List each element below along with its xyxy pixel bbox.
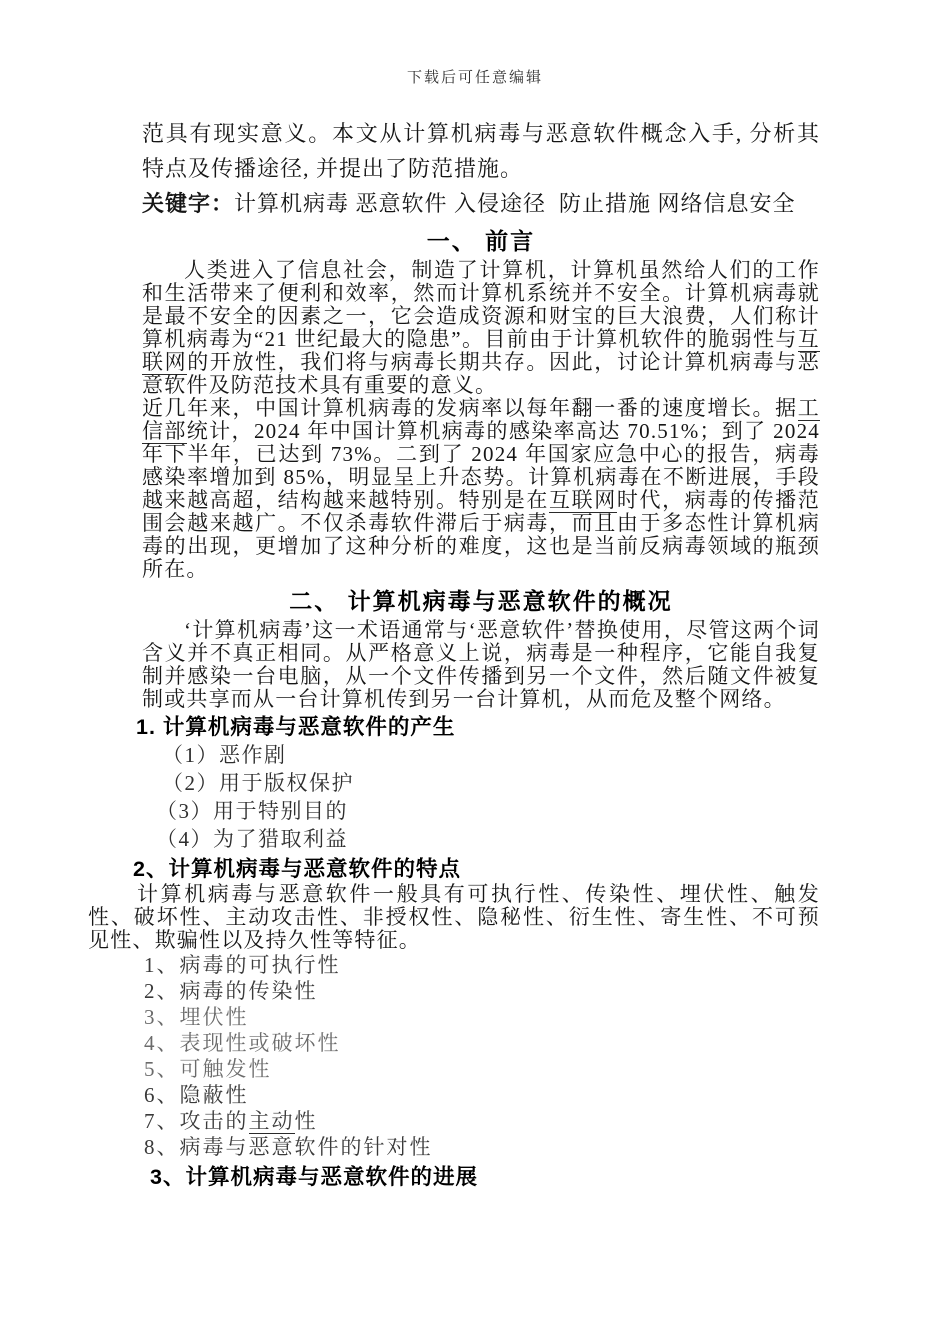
item-text: 7、攻击的 (144, 1109, 249, 1133)
subsection1-heading: 1. 计算机病毒与恶意软件的产生 (136, 715, 456, 739)
section1-paragraph-1 (142, 259, 820, 397)
subsection2-heading: 2、计算机病毒与恶意软件的特点 (133, 857, 461, 881)
item-text: 1、病毒的可执行性 (144, 953, 341, 977)
para2-text-b: 统计，2024 年中国计算机病毒的感染率高达 70.51%；到了 2024 年下半年，已达到 73%。二到了 2024 年国家应急中心的报告，病毒感染率增加到 85%，明显呈上升态势。计算机病毒在不断进展，手段越来越高超，结构越来越特别。特别是在 (142, 419, 820, 512)
item-text: 6、隐蔽性 (144, 1083, 249, 1107)
list-item: （4）为了猎取利益 (156, 827, 348, 851)
para1-text-a: 人类进入了信息社会，制造了计算机，计算机虽然给人们的工作和生活带来了便利和效率，然而计算机系统并不安全。计算机病毒就是最不安全的因素之一，它会造成资源和财宝的巨大浪费，人们称计算机病毒为“21 世纪最大的隐患”。目前由于计算机软件的脆弱性与 (142, 258, 820, 351)
item-text: 8、病毒与恶意软件的针对性 (144, 1135, 433, 1159)
list-item (132, 1108, 820, 1134)
list-item (132, 1134, 820, 1160)
item-underline: 主动 (248, 1109, 295, 1133)
abstract-paragraph: 范具有现实意义。本文从计算机病毒与恶意软件概念入手, 分析其特点及传播途径, 并提出了防范措施。 (142, 121, 820, 181)
list-item (132, 1082, 820, 1108)
para2-text-a: 近几年来，中国计算机病毒的发病率以每年翻一番的速度增长。据 (142, 396, 798, 420)
keywords-label: 关键字： (142, 191, 235, 216)
list-item: （2）用于版权保护 (162, 771, 354, 795)
subsection3-heading: 3、计算机病毒与恶意软件的进展 (150, 1165, 478, 1189)
item-text: 3、埋伏性 (144, 1005, 249, 1029)
characteristics-list (132, 952, 820, 1160)
keywords-text: 计算机病毒 恶意软件 入侵途径 防止措施 网络信息安全 (234, 191, 796, 216)
item-text: 5、可触发性 (144, 1057, 272, 1081)
para1-text-b: 的开放性，我们将与病毒长期共存。因此，讨论计算机病毒与恶意软件及防范技术具有重要的意义。 (142, 350, 820, 397)
section2-heading: 二、 计算机病毒与恶意软件的概况 (289, 588, 673, 614)
list-item (132, 978, 820, 1004)
list-item (132, 1030, 820, 1056)
item-text: 2、病毒的传染性 (144, 979, 318, 1003)
page-header-note: 下载后可任意编辑 (406, 70, 543, 86)
section1-heading: 一、 前言 (426, 228, 536, 254)
para2-text-c: 时代，病毒的传播范围会越来越广。不仅杀毒软件滞后于病毒，而且由于多态性计算机病毒的出现，更增加了这种分析的难度，这也是当前反病毒领域的瓶颈所在。 (142, 488, 820, 581)
traits-paragraph: 计算机病毒与恶意软件一般具有可执行性、传染性、埋伏性、触发性、破坏性、主动攻击性、非授权性、隐秘性、衍生性、寄生性、不可预见性、欺骗性以及持久性等特征。 (88, 882, 820, 952)
section2-paragraph-1: ‘计算机病毒’这一术语通常与‘恶意软件’替换使用，尽管这两个词含义并不真正相同。从严格意义上说，病毒是一种程序，它能自我复制并感染一台电脑，从一个文件传播到另一个文件，然后随文件被复制或共享而从一台计算机传到另一台计算机，从而危及整个网络。 (142, 618, 820, 711)
list-item: （3）用于特别目的 (156, 799, 348, 823)
section1-paragraph-2 (142, 397, 820, 581)
list-item: （1）恶作剧 (162, 743, 287, 767)
para2-underlined-word-1: 工信部 (142, 396, 820, 443)
list-item (132, 952, 820, 978)
para1-underlined-word: 互联网 (142, 327, 820, 374)
keywords-line (142, 186, 820, 221)
origin-list (142, 741, 820, 853)
item-text: 4、表现性或破坏性 (144, 1031, 341, 1055)
item-text-tail: 性 (294, 1109, 318, 1133)
list-item (132, 1004, 820, 1030)
para2-underlined-word-2: 互联网 (549, 488, 617, 512)
document-body (88, 116, 820, 1191)
list-item (132, 1056, 820, 1082)
